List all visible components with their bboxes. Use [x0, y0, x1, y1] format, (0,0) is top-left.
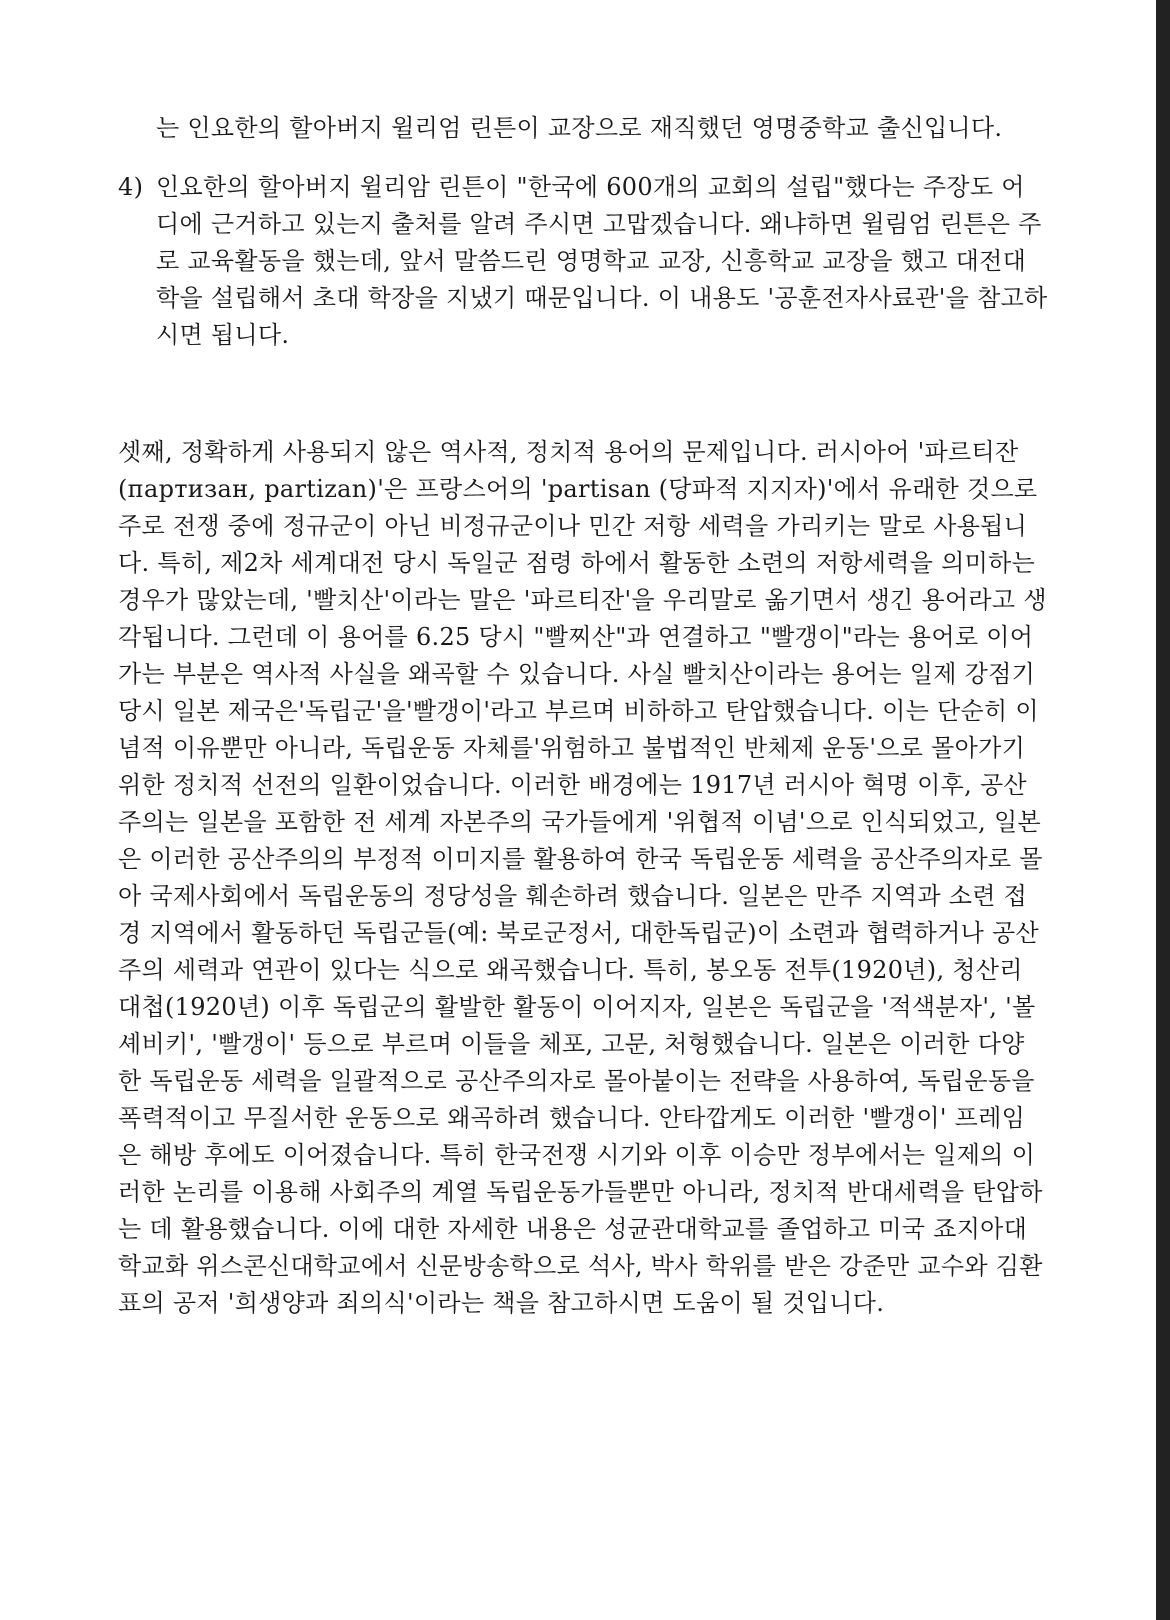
list-item-4: [118, 169, 1048, 354]
continuation-paragraph: 는 인요한의 할아버지 윌리엄 린튼이 교장으로 재직했던 영명중학교 출신입니다.: [156, 114, 1003, 142]
list-item-number: 4): [118, 173, 144, 201]
third-point-paragraph: 셋째, 정확하게 사용되지 않은 역사적, 정치적 용어의 문제입니다. 러시아어 '파르티잔(партизан, partizan)'은 프랑스어의 'partisan (당파적 지지자)'에서 유래한 것으로 주로 전쟁 중에 정규군이 아닌 비정규군이나 민간 저항 세력을 가리키는 말로 사용됩니다. 특히, 제2차 세계대전 당시 독일군 점령 하에서 활동한 소련의 저항세력을 의미하는 경우가 많았는데, '빨치산'이라는 말은 '파르티잔'을 우리말로 옮기면서 생긴 용어라고 생각됩니다. 그런데 이 용어를 6.25 당시 "빨찌산"과 연결하고 "빨갱이"라는 용어로 이어가는 부분은 역사적 사실을 왜곡할 수 있습니다. 사실 빨치산이라는 용어는 일제 강점기 당시 일본 제국은'독립군'을'빨갱이'라고 부르며 비하하고 탄압했습니다. 이는 단순히 이념적 이유뿐만 아니라, 독립운동 자체를'위험하고 불법적인 반체제 운동'으로 몰아가기 위한 정치적 선전의 일환이었습니다. 이러한 배경에는 1917년 러시아 혁명 이후, 공산주의는 일본을 포함한 전 세계 자본주의 국가들에게 '위협적 이념'으로 인식되었고, 일본은 이러한 공산주의의 부정적 이미지를 활용하여 한국 독립운동 세력을 공산주의자로 몰아 국제사회에서 독립운동의 정당성을 훼손하려 했습니다. 일본은 만주 지역과 소련 접경 지역에서 활동하던 독립군들(예: 북로군정서, 대한독립군)이 소련과 협력하거나 공산주의 세력과 연관이 있다는 식으로 왜곡했습니다. 특히, 봉오동 전투(1920년), 청산리 대첩(1920년) 이후 독립군의 활발한 활동이 이어지자, 일본은 독립군을 '적색분자', '볼셰비키', '빨갱이' 등으로 부르며 이들을 체포, 고문, 처형했습니다. 일본은 이러한 다양한 독립운동 세력을 일괄적으로 공산주의자로 몰아붙이는 전략을 사용하여, 독립운동을 폭력적이고 무질서한 운동으로 왜곡하려 했습니다. 안타깝게도 이러한 '빨갱이' 프레임은 해방 후에도 이어졌습니다. 특히 한국전쟁 시기와 이후 이승만 정부에서는 일제의 이러한 논리를 이용해 사회주의 계열 독립운동가들뿐만 아니라, 정치적 반대세력을 탄압하는 데 활용했습니다. 이에 대한 자세한 내용은 성균관대학교를 졸업하고 미국 죠지아대학교화 위스콘신대학교에서 신문방송학으로 석사, 박사 학위를 받은 강준만 교수와 김환표의 공저 '희생양과 죄의식'이라는 책을 참고하시면 도움이 될 것입니다.: [118, 438, 1047, 1317]
document-body: [118, 110, 1048, 1322]
list-item-text: 인요한의 할아버지 윌리암 린튼이 "한국에 600개의 교회의 설립"했다는 주장도 어디에 근거하고 있는지 출처를 알려 주시면 고맙겠습니다. 왜냐하면 윌림엄 린튼은 주로 교육활동을 했는데, 앞서 말씀드린 영명학교 교장, 신흥학교 교장을 했고 대전대학을 설립해서 초대 학장을 지냈기 때문입니다. 이 내용도 '공훈전자사료관'을 참고하시면 됩니다.: [156, 173, 1048, 349]
